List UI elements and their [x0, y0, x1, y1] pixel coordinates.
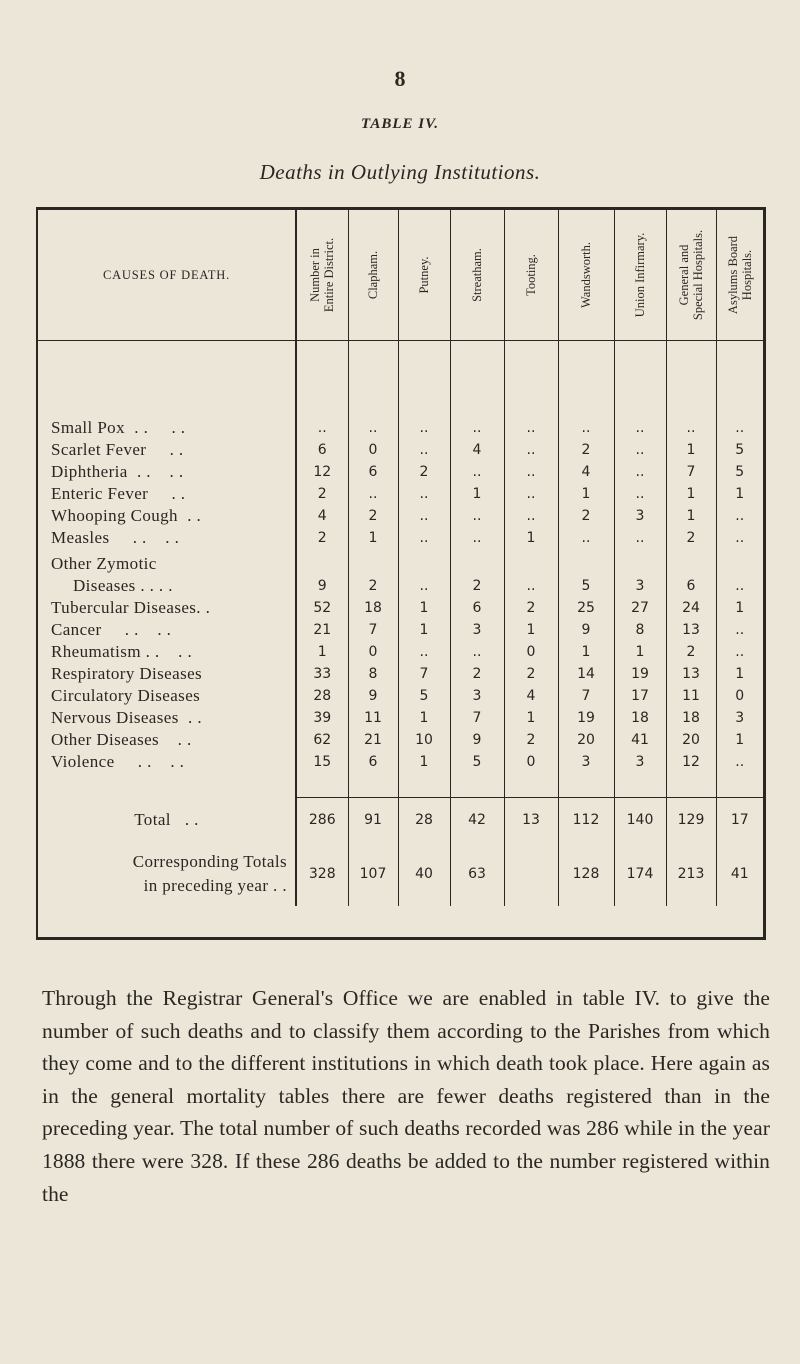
value-cell: 2 [504, 729, 558, 751]
value-cell: 2 [666, 641, 716, 663]
value-cell: .. [504, 505, 558, 527]
value-cell: .. [450, 527, 504, 549]
value-cell: .. [614, 439, 666, 461]
cause-cell: Cancer . . . . [38, 619, 296, 641]
table-row [38, 439, 763, 461]
total-value: 17 [716, 798, 763, 843]
page-number: 8 [394, 66, 406, 91]
value-cell: .. [716, 417, 763, 439]
table-row [38, 597, 763, 619]
table-header-row [38, 210, 763, 341]
value-cell: 18 [348, 597, 398, 619]
value-cell: .. [450, 417, 504, 439]
total-row [38, 798, 763, 843]
value-cell: 33 [296, 663, 348, 685]
value-cell: 1 [504, 619, 558, 641]
value-cell: .. [504, 549, 558, 597]
value-cell: 1 [666, 505, 716, 527]
value-cell: 1 [398, 597, 450, 619]
table-row [38, 505, 763, 527]
cause-cell: Other Diseases . . [38, 729, 296, 751]
column-header: Streatham. [450, 210, 504, 341]
value-cell: 1 [450, 483, 504, 505]
corresponding-value: 213 [666, 842, 716, 906]
cause-line: Other Zymotic [51, 554, 157, 573]
value-cell: 25 [558, 597, 614, 619]
value-cell: 6 [296, 439, 348, 461]
value-cell: 4 [504, 685, 558, 707]
value-cell: .. [716, 619, 763, 641]
corresponding-label [38, 842, 296, 906]
value-cell: 24 [666, 597, 716, 619]
corresponding-value: 63 [450, 842, 504, 906]
total-value: 28 [398, 798, 450, 843]
value-cell: 3 [614, 549, 666, 597]
value-cell: 1 [348, 527, 398, 549]
value-cell: .. [398, 439, 450, 461]
value-cell: 8 [614, 619, 666, 641]
table-row [38, 619, 763, 641]
corresponding-totals-row [38, 842, 763, 906]
value-cell: .. [716, 527, 763, 549]
value-cell: .. [558, 527, 614, 549]
value-cell: 13 [666, 619, 716, 641]
value-cell: 1 [398, 707, 450, 729]
body-paragraph: Through the Registrar General's Office we are enabled in table IV. to give the number of such deaths and to classify them according to the Parishes from which they come and to the different institutions in which death took place. Here again as in the general mortality tables there are fewer deaths registered than in the preceding year. The total number of such deaths recorded was 286 while in the year 1888 there were 328. If these 286 deaths be added to the number registered within the [42, 986, 770, 1206]
value-cell: 3 [614, 751, 666, 773]
value-cell: .. [504, 483, 558, 505]
value-cell: .. [716, 641, 763, 663]
causes-header: CAUSES OF DEATH. [38, 210, 296, 341]
cause-cell: Measles . . . . [38, 527, 296, 549]
value-cell: .. [558, 417, 614, 439]
value-cell: 5 [450, 751, 504, 773]
value-cell: 2 [504, 597, 558, 619]
value-cell: 0 [348, 439, 398, 461]
value-cell: 3 [450, 619, 504, 641]
total-value: 129 [666, 798, 716, 843]
value-cell: .. [398, 417, 450, 439]
cause-cell: Respiratory Diseases [38, 663, 296, 685]
value-cell: 11 [666, 685, 716, 707]
value-cell: 18 [666, 707, 716, 729]
value-cell: .. [398, 527, 450, 549]
value-cell: 9 [450, 729, 504, 751]
table-row [38, 663, 763, 685]
value-cell: 1 [398, 751, 450, 773]
value-cell: 27 [614, 597, 666, 619]
corresponding-value: 107 [348, 842, 398, 906]
value-cell: 7 [450, 707, 504, 729]
table-row [38, 527, 763, 549]
value-cell: 4 [450, 439, 504, 461]
value-cell: .. [398, 483, 450, 505]
corresponding-value: 41 [716, 842, 763, 906]
value-cell: .. [398, 505, 450, 527]
total-value: 286 [296, 798, 348, 843]
table-row [38, 729, 763, 751]
value-cell: 2 [450, 663, 504, 685]
total-value: 140 [614, 798, 666, 843]
value-cell: 6 [450, 597, 504, 619]
value-cell: .. [716, 549, 763, 597]
total-label: Total . . [38, 798, 296, 843]
value-cell: .. [614, 483, 666, 505]
deaths-table [38, 210, 763, 906]
table-row [38, 751, 763, 773]
table-row [38, 461, 763, 483]
value-cell: 0 [504, 751, 558, 773]
value-cell: 1 [558, 483, 614, 505]
value-cell: .. [504, 417, 558, 439]
table-row [38, 549, 763, 597]
deaths-table-frame [36, 207, 766, 940]
total-value: 13 [504, 798, 558, 843]
value-cell: 5 [558, 549, 614, 597]
column-header: Number in Entire District. [296, 210, 348, 341]
value-cell: .. [716, 751, 763, 773]
value-cell: 5 [716, 461, 763, 483]
value-cell: 7 [348, 619, 398, 641]
value-cell: 12 [296, 461, 348, 483]
value-cell: 9 [296, 549, 348, 597]
value-cell: 4 [558, 461, 614, 483]
cause-cell: Enteric Fever . . [38, 483, 296, 505]
value-cell: 5 [398, 685, 450, 707]
total-value: 91 [348, 798, 398, 843]
table-row [38, 641, 763, 663]
value-cell: 2 [348, 549, 398, 597]
value-cell: .. [450, 641, 504, 663]
value-cell: 14 [558, 663, 614, 685]
value-cell: 2 [450, 549, 504, 597]
value-cell: 1 [716, 663, 763, 685]
table-row [38, 707, 763, 729]
value-cell: 2 [666, 527, 716, 549]
value-cell: 39 [296, 707, 348, 729]
value-cell: .. [614, 461, 666, 483]
value-cell: 13 [666, 663, 716, 685]
value-cell: 6 [348, 751, 398, 773]
value-cell: .. [504, 439, 558, 461]
value-cell: .. [666, 417, 716, 439]
value-cell: 0 [348, 641, 398, 663]
value-cell: 18 [614, 707, 666, 729]
value-cell: .. [450, 461, 504, 483]
value-cell: 3 [716, 707, 763, 729]
value-cell: 7 [558, 685, 614, 707]
table-title: Deaths in Outlying Institutions. [259, 160, 541, 184]
column-header: General and Special Hospitals. [666, 210, 716, 341]
corresponding-value: 40 [398, 842, 450, 906]
value-cell: .. [398, 549, 450, 597]
cause-line: Diseases . . . . [73, 576, 173, 595]
column-header: Asylums Board Hospitals. [716, 210, 763, 341]
value-cell: 9 [348, 685, 398, 707]
value-cell: 20 [666, 729, 716, 751]
value-cell: 7 [666, 461, 716, 483]
value-cell: 1 [716, 483, 763, 505]
value-cell: 2 [558, 439, 614, 461]
value-cell: 1 [296, 641, 348, 663]
value-cell: 2 [348, 505, 398, 527]
value-cell: 5 [716, 439, 763, 461]
value-cell: 2 [296, 527, 348, 549]
value-cell: 3 [614, 505, 666, 527]
table-row [38, 685, 763, 707]
value-cell: 41 [614, 729, 666, 751]
value-cell: 2 [504, 663, 558, 685]
value-cell: 8 [348, 663, 398, 685]
corresponding-label-line: in preceding year . . [143, 876, 287, 895]
value-cell: 1 [558, 641, 614, 663]
value-cell: 15 [296, 751, 348, 773]
value-cell: 1 [716, 597, 763, 619]
value-cell: 10 [398, 729, 450, 751]
value-cell: 2 [398, 461, 450, 483]
value-cell: 28 [296, 685, 348, 707]
value-cell: 1 [614, 641, 666, 663]
value-cell: 3 [450, 685, 504, 707]
value-cell: 4 [296, 505, 348, 527]
cause-cell: Circulatory Diseases [38, 685, 296, 707]
value-cell: 62 [296, 729, 348, 751]
corresponding-value: 128 [558, 842, 614, 906]
value-cell: 21 [348, 729, 398, 751]
table-row [38, 483, 763, 505]
value-cell: 19 [558, 707, 614, 729]
value-cell: 1 [716, 729, 763, 751]
value-cell: 2 [296, 483, 348, 505]
value-cell: 6 [348, 461, 398, 483]
value-cell: .. [614, 527, 666, 549]
column-header: Wandsworth. [558, 210, 614, 341]
column-header: Union Infirmary. [614, 210, 666, 341]
value-cell: .. [450, 505, 504, 527]
corresponding-label-line: Corresponding Totals [132, 852, 287, 871]
value-cell: 1 [504, 527, 558, 549]
value-cell: 9 [558, 619, 614, 641]
value-cell: 1 [398, 619, 450, 641]
cause-cell: Tubercular Diseases. . [38, 597, 296, 619]
column-header: Clapham. [348, 210, 398, 341]
cause-cell: Scarlet Fever . . [38, 439, 296, 461]
value-cell: 3 [558, 751, 614, 773]
value-cell: .. [348, 483, 398, 505]
column-header: Tooting. [504, 210, 558, 341]
cause-cell: Nervous Diseases . . [38, 707, 296, 729]
corresponding-value: 328 [296, 842, 348, 906]
value-cell: 17 [614, 685, 666, 707]
value-cell: 11 [348, 707, 398, 729]
value-cell: .. [614, 417, 666, 439]
value-cell: 1 [666, 483, 716, 505]
value-cell: 2 [558, 505, 614, 527]
value-cell: 6 [666, 549, 716, 597]
cause-cell [38, 549, 296, 597]
value-cell: 52 [296, 597, 348, 619]
cause-cell: Rheumatism . . . . [38, 641, 296, 663]
value-cell: 21 [296, 619, 348, 641]
cause-cell: Whooping Cough . . [38, 505, 296, 527]
cause-cell: Diphtheria . . . . [38, 461, 296, 483]
value-cell: 19 [614, 663, 666, 685]
corresponding-value: 174 [614, 842, 666, 906]
cause-cell: Small Pox . . . . [38, 417, 296, 439]
value-cell: 0 [504, 641, 558, 663]
value-cell: .. [348, 417, 398, 439]
cause-cell: Violence . . . . [38, 751, 296, 773]
value-cell: .. [398, 641, 450, 663]
corresponding-value [504, 842, 558, 906]
value-cell: 12 [666, 751, 716, 773]
value-cell: 0 [716, 685, 763, 707]
value-cell: 1 [504, 707, 558, 729]
value-cell: .. [716, 505, 763, 527]
value-cell: .. [504, 461, 558, 483]
total-value: 42 [450, 798, 504, 843]
table-label: TABLE IV. [361, 116, 439, 132]
value-cell: 20 [558, 729, 614, 751]
value-cell: 7 [398, 663, 450, 685]
value-cell: .. [296, 417, 348, 439]
value-cell: 1 [666, 439, 716, 461]
total-value: 112 [558, 798, 614, 843]
table-row [38, 417, 763, 439]
column-header: Putney. [398, 210, 450, 341]
